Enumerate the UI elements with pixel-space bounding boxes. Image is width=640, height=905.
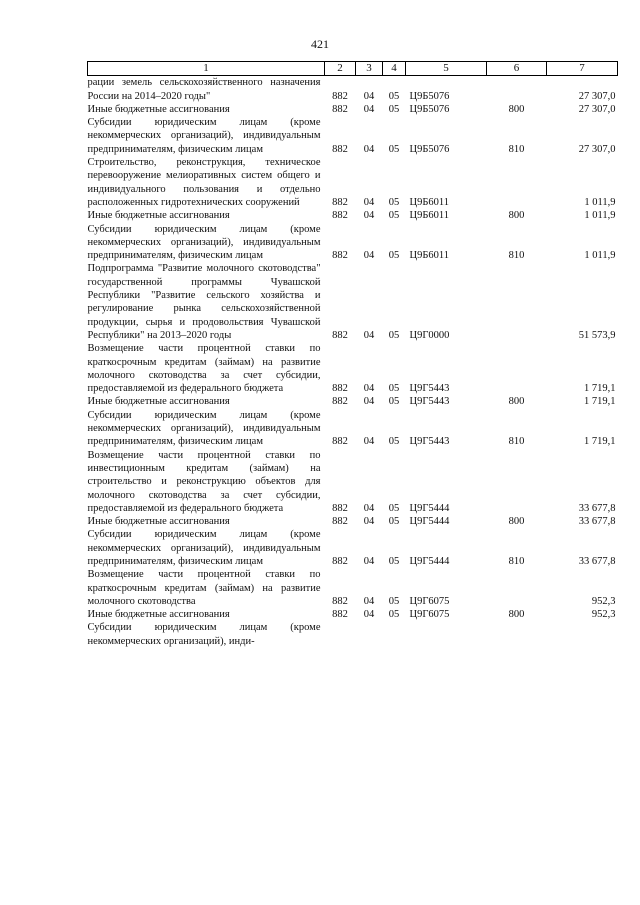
amount-value: 952,3 bbox=[591, 609, 616, 621]
column-header: 6 bbox=[487, 62, 547, 76]
grbs-code: 882 bbox=[332, 609, 348, 621]
target-article-code: Ц9Б5076 bbox=[409, 103, 450, 115]
subsection-code bbox=[383, 621, 406, 648]
amount-value: 33 677,8 bbox=[578, 502, 616, 514]
target-article-code: Ц9Г6075 bbox=[409, 609, 450, 621]
expense-type-code bbox=[487, 568, 547, 608]
grbs-code: 882 bbox=[332, 383, 348, 395]
row-name: рации земель сельскохозяйственного назначения России на 2014–2020 годы" bbox=[87, 77, 321, 102]
table-row bbox=[88, 262, 618, 342]
row-name: Субсидии юридическим лицам (кроме некоммерческих организаций), индивидуальным предпринимателям, физическим лицам bbox=[87, 529, 321, 567]
row-name: Субсидии юридическим лицам (кроме некоммерческих организаций), индивидуальным предпринимателям, физическим лицам bbox=[87, 117, 321, 155]
expense-type-code: 810 bbox=[508, 555, 525, 567]
amount-value: 1 719,1 bbox=[584, 383, 616, 395]
section-code: 04 bbox=[363, 210, 375, 222]
amount-value: 27 307,0 bbox=[578, 143, 616, 155]
subsection-code: 05 bbox=[388, 250, 400, 262]
table-row bbox=[88, 116, 618, 156]
grbs-code: 882 bbox=[332, 396, 348, 408]
amount-value: 27 307,0 bbox=[578, 103, 616, 115]
subsection-code: 05 bbox=[388, 609, 400, 621]
row-name: Субсидии юридическим лицам (кроме некоммерческих организаций), инди- bbox=[87, 622, 321, 647]
grbs-code: 882 bbox=[332, 516, 348, 528]
table-row bbox=[88, 395, 618, 408]
target-article-code: Ц9Б5076 bbox=[409, 90, 450, 102]
subsection-code: 05 bbox=[388, 516, 400, 528]
amount-value bbox=[547, 621, 618, 648]
target-article-code: Ц9Г0000 bbox=[409, 329, 450, 341]
section-code: 04 bbox=[363, 436, 375, 448]
column-header: 3 bbox=[356, 62, 383, 76]
section-code: 04 bbox=[363, 143, 375, 155]
expense-type-code: 800 bbox=[508, 609, 525, 621]
subsection-code: 05 bbox=[388, 436, 400, 448]
grbs-code: 882 bbox=[332, 250, 348, 262]
grbs-code: 882 bbox=[332, 196, 348, 208]
expense-type-code: 800 bbox=[508, 516, 525, 528]
table-row bbox=[88, 568, 618, 608]
row-name: Строительство, реконструкция, техническое перевооружение мелиоративных систем общего и индивидуального пользования и отдельно расположенных гидротехнических сооружений bbox=[87, 157, 321, 208]
subsection-code: 05 bbox=[388, 103, 400, 115]
amount-value: 51 573,9 bbox=[578, 329, 616, 341]
row-name: Субсидии юридическим лицам (кроме некоммерческих организаций), индивидуальным предпринимателям, физическим лицам bbox=[87, 409, 321, 448]
table-row bbox=[88, 449, 618, 515]
grbs-code: 882 bbox=[332, 436, 348, 448]
section-code bbox=[356, 621, 383, 648]
grbs-code: 882 bbox=[332, 90, 348, 102]
section-code: 04 bbox=[363, 90, 375, 102]
table-row bbox=[88, 515, 618, 528]
target-article-code: Ц9Б6011 bbox=[409, 210, 449, 222]
expense-type-code bbox=[487, 262, 547, 342]
target-article-code bbox=[406, 621, 487, 648]
column-header: 1 bbox=[88, 62, 325, 76]
table-row bbox=[88, 156, 618, 209]
amount-value: 1 011,9 bbox=[584, 210, 616, 222]
expense-type-code bbox=[487, 76, 547, 103]
expense-type-code: 810 bbox=[508, 436, 525, 448]
grbs-code: 882 bbox=[332, 329, 348, 341]
table-row bbox=[88, 528, 618, 568]
section-code: 04 bbox=[363, 250, 375, 262]
table-header bbox=[88, 62, 618, 76]
table-row bbox=[88, 342, 618, 395]
subsection-code: 05 bbox=[388, 502, 400, 514]
subsection-code: 05 bbox=[388, 90, 400, 102]
target-article-code: Ц9Б5076 bbox=[409, 143, 450, 155]
table-row bbox=[88, 608, 618, 621]
subsection-code: 05 bbox=[388, 396, 400, 408]
amount-value: 33 677,8 bbox=[578, 516, 616, 528]
subsection-code: 05 bbox=[388, 143, 400, 155]
target-article-code: Ц9Г5443 bbox=[409, 436, 450, 448]
row-name: Иные бюджетные ассигнования bbox=[87, 396, 230, 408]
section-code: 04 bbox=[363, 103, 375, 115]
grbs-code: 882 bbox=[332, 143, 348, 155]
amount-value: 27 307,0 bbox=[578, 90, 616, 102]
subsection-code: 05 bbox=[388, 196, 400, 208]
target-article-code: Ц9Б6011 bbox=[409, 250, 449, 262]
amount-value: 33 677,8 bbox=[578, 555, 616, 567]
amount-value: 952,3 bbox=[591, 595, 616, 607]
expense-type-code: 800 bbox=[508, 103, 525, 115]
amount-value: 1 719,1 bbox=[584, 436, 616, 448]
target-article-code: Ц9Г6075 bbox=[409, 595, 450, 607]
table-row bbox=[88, 209, 618, 222]
amount-value: 1 011,9 bbox=[584, 250, 616, 262]
section-code: 04 bbox=[363, 502, 375, 514]
row-name: Возмещение части процентной ставки по краткосрочным кредитам (займам) на развитие молочного скотоводства за счет субсидии, предоставляемой из федерального бюджета bbox=[87, 343, 321, 395]
subsection-code: 05 bbox=[388, 329, 400, 341]
grbs-code: 882 bbox=[332, 595, 348, 607]
column-header: 4 bbox=[383, 62, 406, 76]
page-number: 421 bbox=[311, 37, 329, 51]
subsection-code: 05 bbox=[388, 210, 400, 222]
target-article-code: Ц9Г5444 bbox=[409, 516, 450, 528]
budget-table bbox=[87, 61, 618, 648]
section-code: 04 bbox=[363, 383, 375, 395]
row-name: Иные бюджетные ассигнования bbox=[87, 516, 230, 528]
amount-value: 1 719,1 bbox=[584, 396, 616, 408]
section-code: 04 bbox=[363, 396, 375, 408]
section-code: 04 bbox=[363, 595, 375, 607]
expense-type-code bbox=[487, 156, 547, 209]
section-code: 04 bbox=[363, 196, 375, 208]
row-name: Возмещение части процентной ставки по краткосрочным кредитам (займам) на развитие молочного скотоводства bbox=[87, 569, 321, 607]
grbs-code bbox=[325, 621, 356, 648]
grbs-code: 882 bbox=[332, 502, 348, 514]
table-row bbox=[88, 409, 618, 449]
expense-type-code: 810 bbox=[508, 143, 525, 155]
section-code: 04 bbox=[363, 516, 375, 528]
grbs-code: 882 bbox=[332, 555, 348, 567]
expense-type-code bbox=[487, 449, 547, 515]
expense-type-code: 800 bbox=[508, 210, 525, 222]
expense-type-code bbox=[487, 342, 547, 395]
section-code: 04 bbox=[363, 555, 375, 567]
table-row bbox=[88, 76, 618, 103]
table-row bbox=[88, 223, 618, 263]
row-name: Возмещение части процентной ставки по инвестиционным кредитам (займам) на строительство и реконструкцию объектов для молочного скотоводства за счет субсидии, предоставляемой из федерального бюджета bbox=[87, 449, 321, 514]
row-name: Иные бюджетные ассигнования bbox=[87, 103, 230, 115]
table-row bbox=[88, 103, 618, 116]
row-name: Иные бюджетные ассигнования bbox=[87, 609, 230, 621]
subsection-code: 05 bbox=[388, 555, 400, 567]
expense-type-code: 800 bbox=[508, 396, 525, 408]
section-code: 04 bbox=[363, 329, 375, 341]
grbs-code: 882 bbox=[332, 210, 348, 222]
table-row bbox=[88, 621, 618, 648]
target-article-code: Ц9Г5444 bbox=[409, 502, 450, 514]
amount-value: 1 011,9 bbox=[584, 196, 616, 208]
table-body bbox=[88, 76, 618, 648]
target-article-code: Ц9Б6011 bbox=[409, 196, 449, 208]
column-header: 2 bbox=[325, 62, 356, 76]
subsection-code: 05 bbox=[388, 383, 400, 395]
expense-type-code: 810 bbox=[508, 250, 525, 262]
row-name: Субсидии юридическим лицам (кроме некоммерческих организаций), индивидуальным предпринимателям, физическим лицам bbox=[87, 223, 321, 262]
column-header: 7 bbox=[547, 62, 618, 76]
row-name: Подпрограмма "Развитие молочного скотоводства" государственной программы Чувашской Республики "Развитие сельского хозяйства и регулирование рынка сельскохозяйственной продукции, сырья и продовольствия Чувашской Республики" на 2013–2020 годы bbox=[87, 263, 321, 341]
expense-type-code bbox=[487, 621, 547, 648]
target-article-code: Ц9Г5444 bbox=[409, 555, 450, 567]
target-article-code: Ц9Г5443 bbox=[409, 396, 450, 408]
grbs-code: 882 bbox=[332, 103, 348, 115]
row-name: Иные бюджетные ассигнования bbox=[87, 210, 230, 222]
column-header: 5 bbox=[406, 62, 487, 76]
section-code: 04 bbox=[363, 609, 375, 621]
subsection-code: 05 bbox=[388, 595, 400, 607]
target-article-code: Ц9Г5443 bbox=[409, 383, 450, 395]
